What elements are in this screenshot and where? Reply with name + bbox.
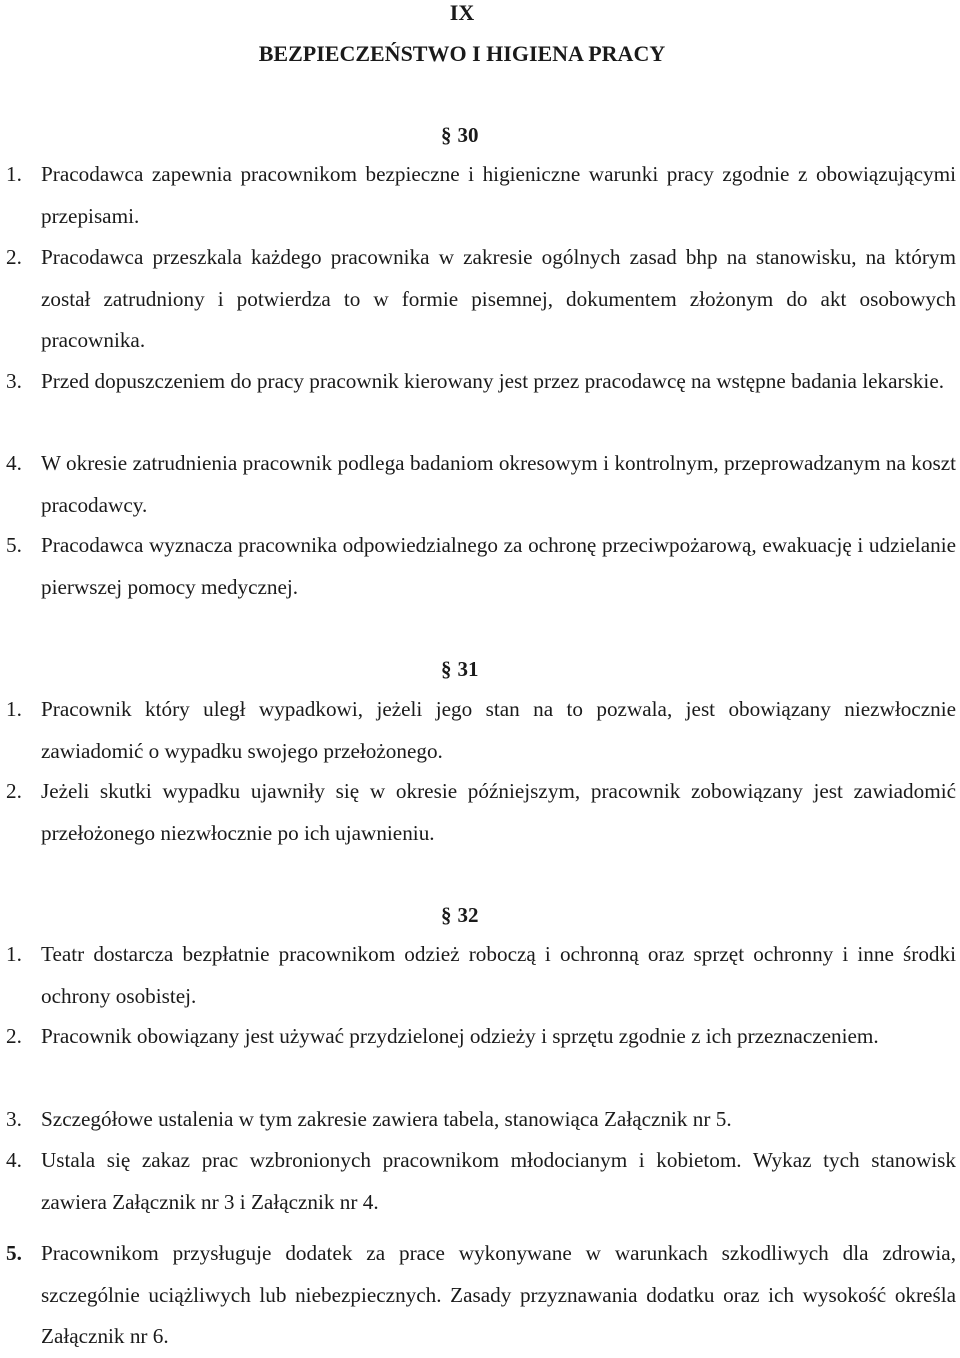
section-30-heading [441, 122, 479, 148]
item-number: 4. [6, 451, 22, 475]
item-number: 2. [6, 1024, 22, 1048]
item-text: Przed dopuszczeniem do pracy pracownik kierowany jest przez pracodawcę na wstępne badania lekarskie. [41, 369, 945, 393]
section-number: 31 [457, 657, 479, 681]
section-number: 32 [457, 903, 479, 927]
list-item [6, 237, 956, 362]
item-text: Pracodawca wyznacza pracownika odpowiedzialnego za ochronę przeciwpożarową, ewakuację i udzielanie pierwszej pomocy medycznej. [41, 533, 956, 599]
item-text: Pracownikom przysługuje dodatek za prace wykonywane w warunkach szkodliwych dla zdrowia, szczególnie uciążliwych lub niebezpiecznych. Zasady przyznawania dodatku oraz ich wysokość określa Załącznik nr 6. [41, 1241, 956, 1348]
list-item [6, 361, 956, 403]
item-number: 2. [6, 779, 22, 803]
item-text: Pracodawca przeszkala każdego pracownika w zakresie ogólnych zasad bhp na stanowisku, na którym został zatrudniony i potwierdza to w formie pisemnej, dokumentem złożonym do akt osobowych pracownika. [41, 245, 956, 352]
list-item [6, 689, 956, 772]
item-text: W okresie zatrudnienia pracownik podlega badaniom okresowym i kontrolnym, przeprowadzanym na koszt pracodawcy. [41, 451, 956, 517]
item-number: 5. [6, 1241, 22, 1265]
section-mark: § [441, 657, 452, 681]
chapter-number: IX [449, 0, 475, 25]
item-number: 4. [6, 1148, 22, 1172]
item-text: Pracownik który uległ wypadkowi, jeżeli jego stan na to pozwala, jest obowiązany niezwłocznie zawiadomić o wypadku swojego przełożonego. [41, 697, 956, 763]
item-number: 1. [6, 162, 22, 186]
item-number: 5. [6, 533, 22, 557]
item-text: Jeżeli skutki wypadku ujawniły się w okresie późniejszym, pracownik zobowiązany jest zawiadomić przełożonego niezwłocznie po ich ujawnieniu. [41, 779, 956, 845]
list-item [6, 1233, 956, 1358]
list-item [6, 771, 956, 854]
list-item [6, 1016, 956, 1058]
item-text: Szczegółowe ustalenia w tym zakresie zawiera tabela, stanowiąca Załącznik nr 5. [41, 1107, 732, 1131]
chapter-title: BEZPIECZEŃSTWO I HIGIENA PRACY [258, 41, 666, 66]
section-number: 30 [457, 123, 479, 147]
list-item [6, 154, 956, 237]
item-text: Ustala się zakaz prac wzbronionych pracownikom młodocianym i kobietom. Wykaz tych stanowisk zawiera Załącznik nr 3 i Załącznik nr 4. [41, 1148, 956, 1214]
section-mark: § [441, 903, 452, 927]
list-item [6, 525, 956, 608]
section-32-heading [441, 902, 479, 928]
item-text: Pracownik obowiązany jest używać przydzielonej odzieży i sprzętu zgodnie z ich przeznaczeniem. [41, 1024, 879, 1048]
list-item [6, 1140, 956, 1223]
list-item [6, 443, 956, 526]
item-number: 3. [6, 369, 22, 393]
section-31-heading [441, 656, 479, 682]
item-number: 1. [6, 942, 22, 966]
item-number: 2. [6, 245, 22, 269]
item-text: Teatr dostarcza bezpłatnie pracownikom odzież roboczą i ochronną oraz sprzęt ochronny i inne środki ochrony osobistej. [41, 942, 956, 1008]
section-mark: § [441, 123, 452, 147]
item-number: 1. [6, 697, 22, 721]
item-text: Pracodawca zapewnia pracownikom bezpieczne i higieniczne warunki pracy zgodnie z obowiązującymi przepisami. [41, 162, 956, 228]
list-item [6, 1099, 956, 1141]
list-item [6, 934, 956, 1017]
item-number: 3. [6, 1107, 22, 1131]
